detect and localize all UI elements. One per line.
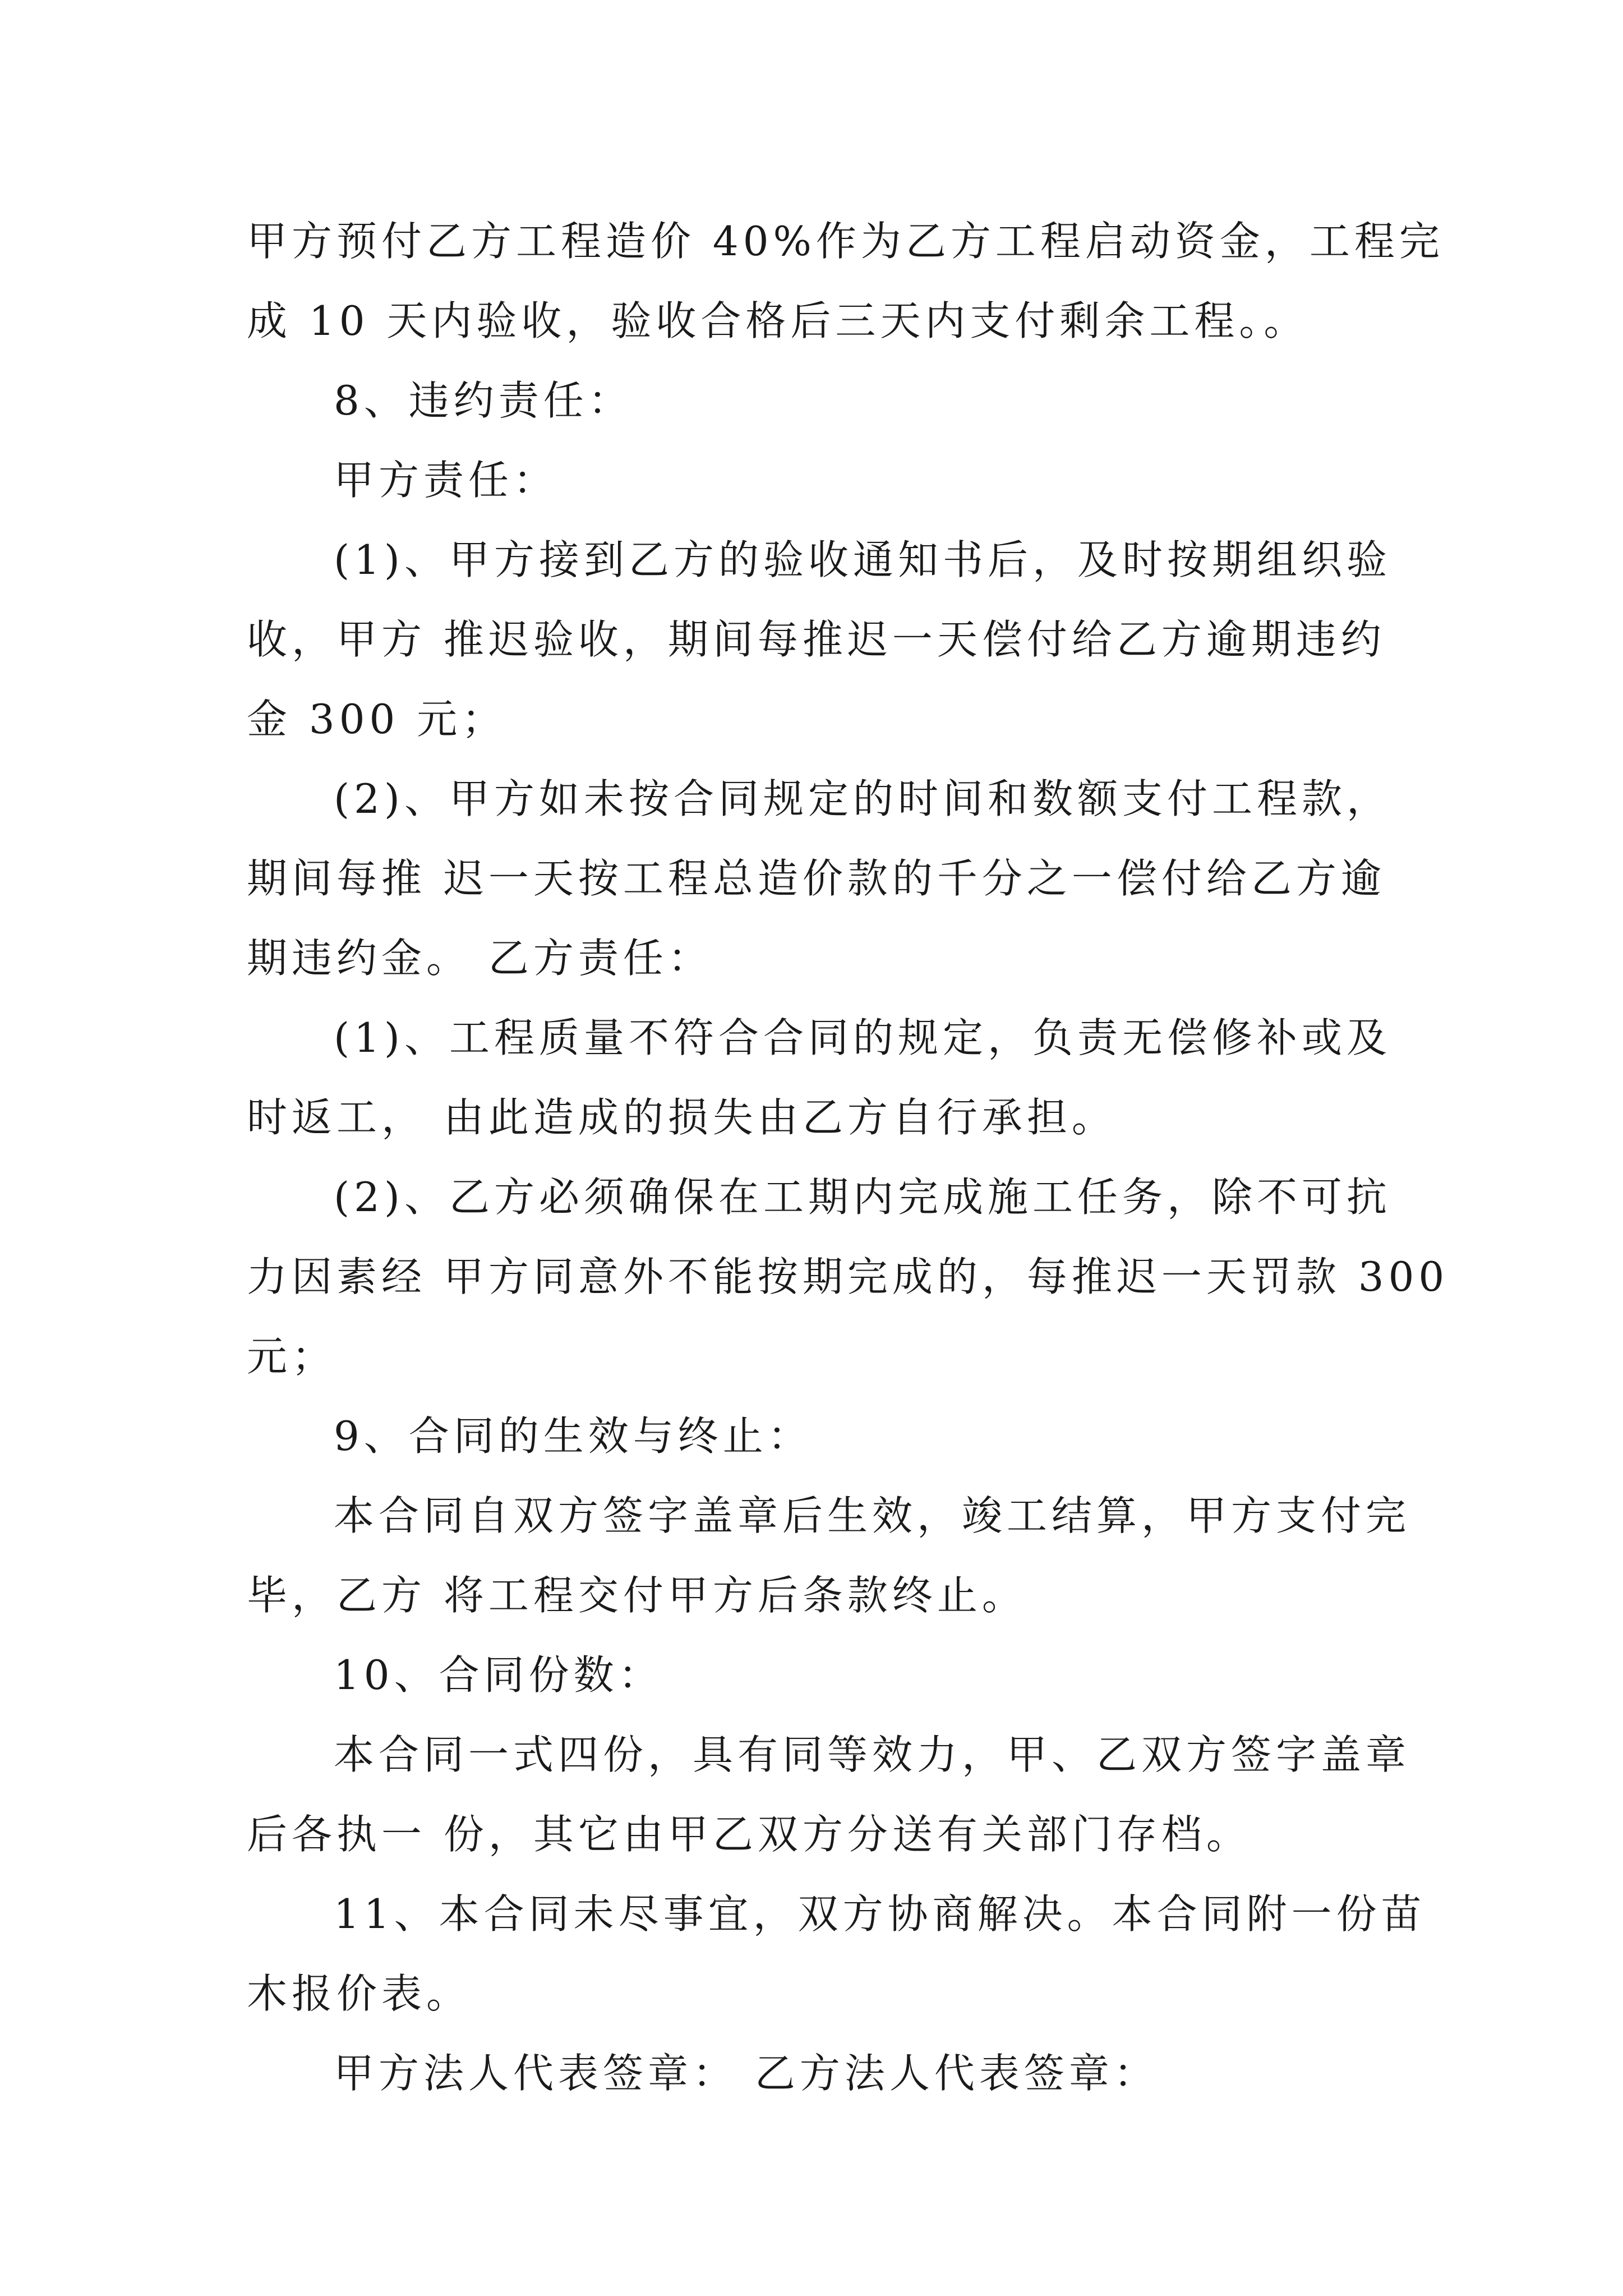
paragraph-line: 木报价表。	[247, 1970, 472, 2017]
paragraph-line: 11、本合同未尽事宜，双方协商解决。本合同附一份苗	[334, 1890, 1426, 1938]
paragraph-line: 后各执一 份，其它由甲乙双方分送有关部门存档。	[247, 1811, 1251, 1858]
paragraph-line: 期间每推 迟一天按工程总造价款的千分之一偿付给乙方逾	[247, 855, 1386, 902]
section-heading: 9、合同的生效与终止：	[334, 1412, 813, 1460]
paragraph-line: 金 300 元；	[247, 696, 507, 743]
paragraph-line: 力因素经 甲方同意外不能按期完成的，每推迟一天罚款 300	[247, 1253, 1449, 1300]
paragraph-line: (2)、甲方如未按合同规定的时间和数额支付工程款，	[334, 775, 1391, 822]
paragraph-line: 本合同一式四份，具有同等效力，甲、乙双方签字盖章	[334, 1731, 1411, 1778]
paragraph-line: 元；	[247, 1333, 337, 1380]
paragraph-line: 本合同自双方签字盖章后生效，竣工结算，甲方支付完	[334, 1492, 1411, 1539]
paragraph-line: (1)、工程质量不符合合同的规定，负责无偿修补或及	[334, 1014, 1391, 1061]
paragraph-line: (1)、甲方接到乙方的验收通知书后，及时按期组织验	[334, 536, 1391, 583]
section-heading: 8、违约责任：	[334, 377, 633, 424]
subsection-heading: 甲方责任：	[334, 457, 559, 504]
paragraph-line: 时返工， 由此造成的损失由乙方自行承担。	[247, 1094, 1117, 1141]
paragraph-line: 期违约金。 乙方责任：	[247, 935, 713, 982]
section-heading: 10、合同份数：	[334, 1651, 663, 1699]
paragraph-line: 收，甲方 推迟验收，期间每推迟一天偿付给乙方逾期违约	[247, 616, 1386, 663]
signature-line: 甲方法人代表签章： 乙方法人代表签章：	[334, 2050, 1159, 2097]
paragraph-line: (2)、乙方必须确保在工期内完成施工任务，除不可抗	[334, 1174, 1391, 1221]
paragraph-line: 毕，乙方 将工程交付甲方后条款终止。	[247, 1572, 1027, 1619]
paragraph-line: 成 10 天内验收，验收合格后三天内支付剩余工程。。	[247, 297, 1309, 344]
paragraph-line: 甲方预付乙方工程造价 40%作为乙方工程启动资金，工程完	[247, 218, 1444, 265]
